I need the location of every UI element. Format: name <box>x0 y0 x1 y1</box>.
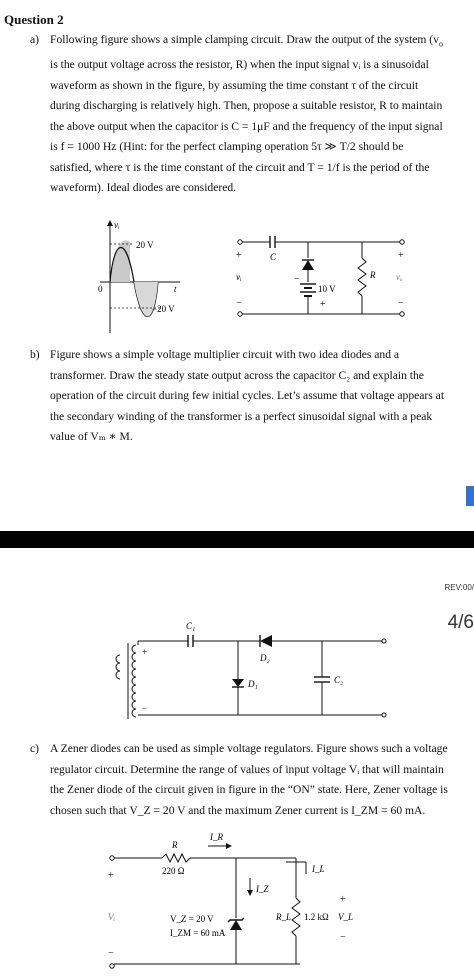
vl-minus: − <box>340 932 346 943</box>
vout-minus: − <box>398 298 404 309</box>
waveform-t-label: t <box>174 284 177 294</box>
part-b-line-2: transformer. Draw the steady state output across the capacitor C₂ and explain the <box>50 368 424 382</box>
vi-plus: + <box>108 870 114 881</box>
ir-label: I_R <box>210 832 223 842</box>
iz-label: I_Z <box>256 884 269 894</box>
scroll-marker <box>466 486 474 506</box>
part-a-line-7: satisfied, where τ is the time constant of the circuit and T = 1/f is the period of the <box>50 160 430 174</box>
vz-label: V_Z = 20 V <box>170 914 214 924</box>
part-b-line-5: value of Vₘ ∗ M. <box>50 430 133 444</box>
waveform-origin: 0 <box>98 284 103 294</box>
vin-top-terminal <box>238 240 242 244</box>
waveform-neg-label: −20 V <box>152 304 175 314</box>
clamper-circuit-figure <box>228 228 418 328</box>
part-b-line-4: the secondary winding of the transformer is a perfect sinusoidal signal with a peak <box>50 409 433 423</box>
part-c-label: c) <box>30 742 40 755</box>
vout-bottom-terminal <box>400 312 404 316</box>
capacitor-label: C <box>270 252 277 262</box>
part-b-line-1: Figure shows a simple voltage multiplier circuit with two idea diodes and a <box>50 348 400 361</box>
question-title: Question 2 <box>4 12 64 27</box>
vout-top-terminal <box>400 240 404 244</box>
resistor-r-symbol <box>162 854 190 862</box>
vi-label: Vᵢ <box>108 912 115 922</box>
vi-minus: − <box>108 948 114 959</box>
waveform-axis-label: vᵢ <box>114 220 120 230</box>
vin-bottom-terminal <box>238 312 242 316</box>
rl-symbol <box>292 898 300 936</box>
vl-plus: + <box>340 894 346 905</box>
part-a-label: a) <box>30 33 40 46</box>
il-label: I_L <box>312 864 325 874</box>
revision-label: REV:00/ <box>444 583 474 592</box>
d1-label: D₁ <box>248 679 258 689</box>
part-c-line-1: A Zener diodes can be used as simple voltage regulators. Figure shows such a voltage <box>50 742 448 755</box>
battery-label: 10 V <box>318 284 336 294</box>
vl-label: V_L <box>338 912 354 922</box>
iz-arrowhead <box>247 890 253 896</box>
part-c-line-3: the Zener diode of the circuit given in figure in the “ON” state. Here, Zener voltage is <box>50 783 448 797</box>
secondary-minus: − <box>142 703 148 713</box>
resistor-label: R <box>370 270 376 280</box>
diode-symbol <box>302 260 314 270</box>
c1-label: C₁ <box>186 621 196 631</box>
part-a-line-5: the above output when the capacitor is C = 1μF and the frequency of the input signal <box>50 119 443 133</box>
vi-top-terminal <box>110 856 114 860</box>
output-top-terminal <box>382 639 386 643</box>
vout-plus: + <box>398 250 404 261</box>
vout-label: vₒ <box>396 272 403 282</box>
c2-label: C₂ <box>334 675 344 685</box>
voltage-multiplier-figure <box>110 615 410 725</box>
waveform-pos-label: 20 V <box>136 240 154 250</box>
page-separator <box>0 531 474 548</box>
izm-label: I_ZM = 60 mA <box>170 928 226 938</box>
resistor-symbol <box>358 258 366 296</box>
part-a-line-4: during discharging is relatively high. Then, propose a suitable resistor, R to maintain <box>50 99 443 113</box>
output-bottom-terminal <box>382 713 386 717</box>
input-waveform-figure <box>90 218 220 338</box>
part-a-line-1: Following figure shows a simple clamping circuit. Draw the output of the system ($v_o$ <box>50 33 443 49</box>
rl-label: R_L <box>276 912 292 922</box>
transformer-coil <box>116 643 136 719</box>
ir-arrowhead <box>226 843 232 849</box>
part-c-line-2: regulator circuit. Determine the range of values of input voltage Vᵢ that will maintain <box>50 762 444 776</box>
part-c-text <box>50 739 462 821</box>
d2-symbol <box>260 635 272 647</box>
part-a-line-8: waveform). Ideal diodes are considered. <box>50 181 237 195</box>
page-number: 4/6 <box>447 612 474 633</box>
d2-label: D₂ <box>260 653 270 663</box>
battery-plus: + <box>320 299 326 310</box>
battery-minus: − <box>294 274 300 285</box>
part-a-line-2: is the output voltage across the resistor, R) when the input signal vᵢ is a sinusoidal <box>50 57 429 71</box>
vin-minus: − <box>236 298 242 309</box>
vi-bottom-terminal <box>110 964 114 968</box>
zener-regulator-figure <box>100 832 370 974</box>
part-a-line-6: is f = 1000 Hz (Hint: for the perfect clamping operation 5τ ≫ T/2 should be <box>50 140 404 154</box>
vin-plus: + <box>236 250 242 261</box>
zener-symbol <box>230 920 242 930</box>
d1-symbol <box>232 679 244 687</box>
rl-value: 1.2 kΩ <box>304 912 329 922</box>
r-value: 220 Ω <box>162 866 185 876</box>
part-b-text <box>50 345 462 448</box>
vin-label: vᵢ <box>236 272 242 282</box>
part-a-text <box>50 30 462 199</box>
secondary-plus: + <box>142 647 148 657</box>
waveform-y-arrow <box>107 220 113 226</box>
part-b-line-3: operation of the circuit during few initial cycles. Let’s assume that voltage appears at <box>50 389 445 403</box>
part-a-line-3: waveform as shown in the figure, by assuming the time constant τ of the circuit <box>50 78 419 92</box>
r-label: R <box>172 840 178 850</box>
part-c-line-4: chosen such that V_Z = 20 V and the maximum Zener current is I_ZM = 60 mA. <box>50 803 426 817</box>
part-b-label: b) <box>30 348 40 361</box>
